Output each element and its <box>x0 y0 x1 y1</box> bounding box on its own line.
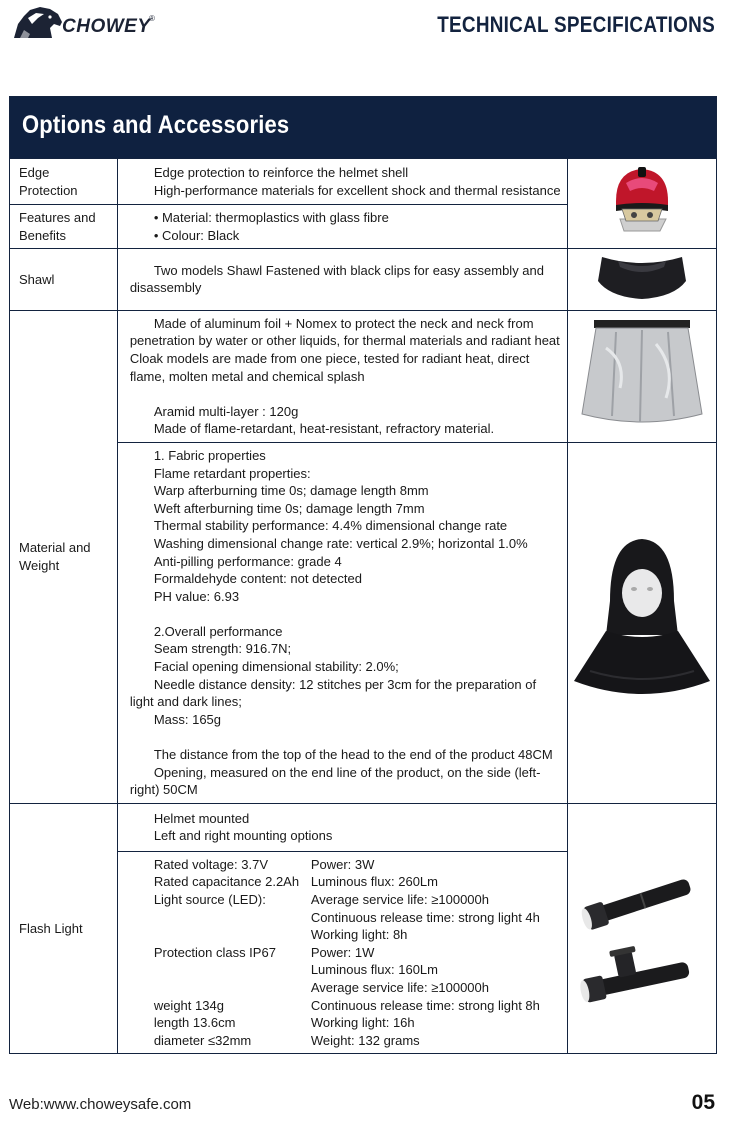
registered-mark: ® <box>149 14 155 23</box>
logo-text: CHOWEY <box>62 16 151 37</box>
row-label-edge-protection: Edge Protection <box>10 159 118 205</box>
cloak-content: Made of aluminum foil + Nomex to protect the neck and neck from penetration by water or other liquids, for thermal materials and radiant heat Cloak models are made from one piece, tested for radiant heat, direct flame, molten metal and chemical splash Aramid multi-layer : 120g Made of flame-retardant, heat-resistant, refractory material. <box>117 310 567 442</box>
fire-hood-content: 1. Fabric properties Flame retardant properties: Warp afterburning time 0s; damage length 8mm Weft afterburning time 0s; damage length 7mm Thermal stability performance: 4.4% dimensional change rate Washing dimensional change rate: vertical 2.9%; horizontal 1.0% Anti-pilling performance: grade 4 Formaldehyde content: not detected PH value: 6.93 2.Overall performance Seam strength: 916.7N; Facial opening dimensional stability: 2.0%; Needle distance density: 12 stitches per 3cm for the preparation of light and dark lines; Mass: 165g The distance from the top of the head to the end of the product 48CM Opening, measured on the end line of the product, on the side (left-right) 50CM <box>117 442 567 803</box>
fire-hood-illustration <box>570 531 714 711</box>
fire-hood-image <box>567 442 716 803</box>
section-title: Options and Accessories <box>22 111 290 140</box>
website-link[interactable]: Web:www.choweysafe.com <box>9 1096 192 1113</box>
page-number: 05 <box>691 1091 715 1114</box>
aluminized-cloak-image <box>567 310 716 442</box>
helmet-edge-protection-illustration <box>602 161 682 241</box>
helmet-image <box>567 159 716 249</box>
flash-light-spec-grid: Rated voltage: 3.7V Power: 3W Rated capacitance 2.2Ah Luminous flux: 260Lm Light source (LED): Average service life: ≥100000h Continuous release time: strong light 4h Working light: 8h Protection class IP67 Power: 1W Luminous flux: 160Lm Average service life: ≥100000h weight 134g Continuous release time: strong light 8h length 13.6cm Working light: 16h diameter ≤32mm Weight: 132 grams <box>153 856 540 1048</box>
brand-logo <box>10 4 160 42</box>
shawl-image <box>567 249 716 311</box>
flash-light-specs <box>117 851 567 1054</box>
row-label-flash-light: Flash Light <box>10 803 118 1054</box>
document-title: TECHNICAL SPECIFICATIONS <box>437 12 715 37</box>
section-banner <box>10 97 717 159</box>
edge-protection-content: Edge protection to reinforce the helmet shell High-performance materials for excellent shock and thermal resistance <box>117 159 567 205</box>
row-label-shawl: Shawl <box>10 249 118 311</box>
flash-light-mounting: Helmet mounted Left and right mounting options <box>117 803 567 851</box>
row-label-features: Features and Benefits <box>10 205 118 249</box>
black-shawl-illustration <box>594 251 690 303</box>
options-accessories-table <box>9 96 717 1054</box>
flash-light-image <box>567 803 716 1054</box>
row-label-material-weight: Material and Weight <box>10 310 118 803</box>
lion-logo-icon <box>10 4 64 40</box>
flashlight-illustration <box>572 841 712 1011</box>
features-content: • Material: thermoplastics with glass fibre • Colour: Black <box>117 205 567 249</box>
shawl-content: Two models Shawl Fastened with black clips for easy assembly and disassembly <box>117 249 567 311</box>
aluminized-cloak-illustration <box>576 318 708 430</box>
